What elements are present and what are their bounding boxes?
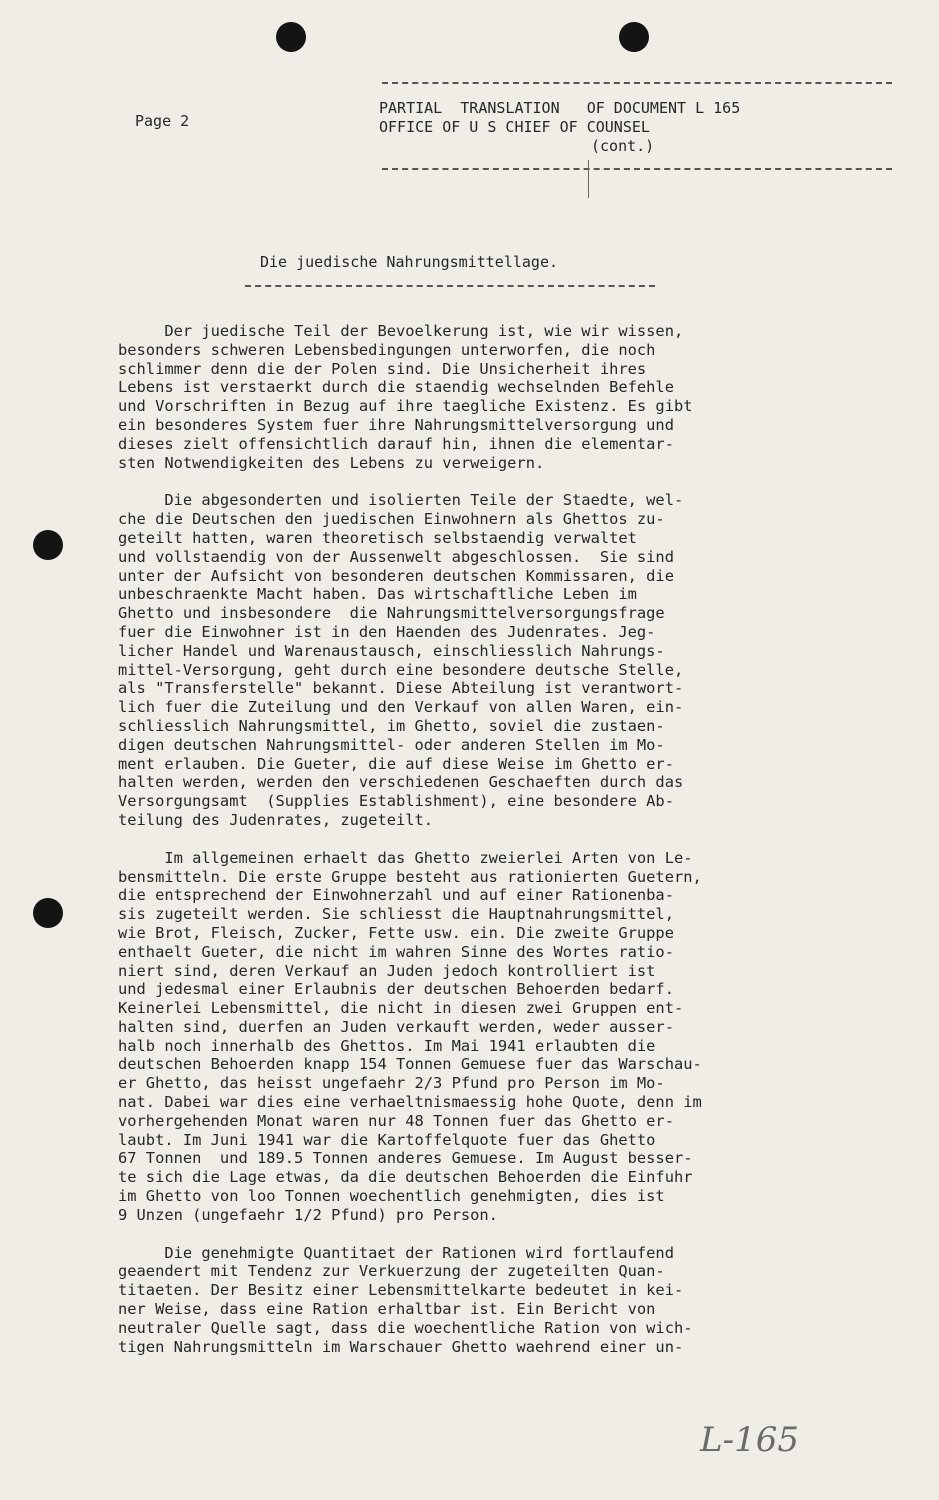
- text-line: Im allgemeinen erhaelt das Ghetto zweierlei Arten von Le-: [118, 848, 693, 867]
- text-line: Lebens ist verstaerkt durch die staendig wechselnden Befehle: [118, 378, 674, 397]
- text-line: schliesslich Nahrungsmittel, im Ghetto, soviel die zustaen-: [118, 716, 665, 735]
- text-line: nat. Dabei war dies eine verhaeltnismaessig hohe Quote, denn im: [118, 1093, 702, 1112]
- handwritten-document-number: L-165: [700, 1420, 799, 1460]
- paragraph: [118, 1244, 858, 1357]
- text-line: Die abgesonderten und isolierten Teile der Staedte, wel-: [118, 491, 684, 510]
- body-text: [118, 322, 858, 1375]
- text-line: sis zugeteilt werden. Sie schliesst die Hauptnahrungsmittel,: [118, 905, 674, 924]
- punch-hole-top: [619, 22, 649, 52]
- text-line: ein besonderes System fuer ihre Nahrungsmittelversorgung und: [118, 415, 674, 434]
- text-line: halten werden, werden den verschiedenen Geschaeften durch das: [118, 773, 684, 792]
- title-underline: [245, 285, 655, 287]
- text-line: sten Notwendigkeiten des Lebens zu verweigern.: [118, 453, 545, 472]
- page-number: Page 2: [135, 112, 190, 130]
- header-rule-bottom: [382, 168, 892, 170]
- text-line: halb noch innerhalb des Ghettos. Im Mai 1941 erlaubten die: [118, 1036, 656, 1055]
- text-line: unter der Aufsicht von besonderen deutschen Kommissaren, die: [118, 566, 674, 585]
- text-line: laubt. Im Juni 1941 war die Kartoffelquote fuer das Ghetto: [118, 1130, 656, 1149]
- text-line: bensmitteln. Die erste Gruppe besteht aus rationierten Guetern,: [118, 867, 702, 886]
- text-line: 67 Tonnen und 189.5 Tonnen anderes Gemuese. Im August besser-: [118, 1149, 693, 1168]
- text-line: ment erlauben. Die Gueter, die auf diese Weise im Ghetto er-: [118, 754, 674, 773]
- text-line: vorhergehenden Monat waren nur 48 Tonnen fuer das Ghetto er-: [118, 1111, 674, 1130]
- text-line: halten sind, duerfen an Juden verkauft werden, weder ausser-: [118, 1017, 674, 1036]
- text-line: dieses zielt offensichtlich darauf hin, ihnen die elementar-: [118, 434, 674, 453]
- header-line: (cont.): [591, 137, 655, 155]
- document-header: [379, 99, 740, 156]
- text-line: und vollstaendig von der Aussenwelt abgeschlossen. Sie sind: [118, 547, 674, 566]
- text-line: titaeten. Der Besitz einer Lebensmittelkarte bedeutet in kei-: [118, 1281, 684, 1300]
- text-line: niert sind, deren Verkauf an Juden jedoch kontrolliert ist: [118, 961, 656, 980]
- text-line: deutschen Behoerden knapp 154 Tonnen Gemuese fuer das Warschau-: [118, 1055, 702, 1074]
- text-line: geaendert mit Tendenz zur Verkuerzung der zugeteilten Quan-: [118, 1262, 665, 1281]
- text-line: er Ghetto, das heisst ungefaehr 2/3 Pfund pro Person im Mo-: [118, 1074, 665, 1093]
- text-line: Ghetto und insbesondere die Nahrungsmittelversorgungsfrage: [118, 604, 665, 623]
- text-line: che die Deutschen den juedischen Einwohnern als Ghettos zu-: [118, 510, 665, 529]
- text-line: als "Transferstelle" bekannt. Diese Abteilung ist verantwort-: [118, 679, 684, 698]
- header-rule-top: [382, 82, 892, 84]
- text-line: und Vorschriften in Bezug auf ihre taegliche Existenz. Es gibt: [118, 397, 693, 416]
- punch-hole-top: [276, 22, 306, 52]
- punch-hole-left: [33, 898, 63, 928]
- text-line: Keinerlei Lebensmittel, die nicht in diesen zwei Gruppen ent-: [118, 999, 684, 1018]
- punch-hole-left: [33, 530, 63, 560]
- text-line: tigen Nahrungsmitteln im Warschauer Ghetto waehrend einer un-: [118, 1337, 684, 1356]
- text-line: lich fuer die Zuteilung und den Verkauf von allen Waren, ein-: [118, 698, 684, 717]
- text-line: mittel-Versorgung, geht durch eine besondere deutsche Stelle,: [118, 660, 684, 679]
- text-line: unbeschraenkte Macht haben. Das wirtschaftliche Leben im: [118, 585, 637, 604]
- text-line: fuer die Einwohner ist in den Haenden des Judenrates. Jeg-: [118, 622, 656, 641]
- text-line: wie Brot, Fleisch, Zucker, Fette usw. ein. Die zweite Gruppe: [118, 923, 674, 942]
- text-line: im Ghetto von loo Tonnen woechentlich genehmigten, dies ist: [118, 1187, 665, 1206]
- header-line: OFFICE OF U S CHIEF OF COUNSEL: [379, 118, 650, 136]
- text-line: besonders schweren Lebensbedingungen unterworfen, die noch: [118, 340, 656, 359]
- paragraph: [118, 849, 858, 1225]
- text-line: schlimmer denn die der Polen sind. Die Unsicherheit ihres: [118, 359, 647, 378]
- text-line: 9 Unzen (ungefaehr 1/2 Pfund) pro Person.: [118, 1205, 498, 1224]
- text-line: enthaelt Gueter, die nicht im wahren Sinne des Wortes ratio-: [118, 942, 674, 961]
- paragraph: [118, 491, 858, 829]
- section-title: Die juedische Nahrungsmittellage.: [260, 253, 559, 271]
- text-line: teilung des Judenrates, zugeteilt.: [118, 810, 434, 829]
- text-line: Versorgungsamt (Supplies Establishment), eine besondere Ab-: [118, 792, 674, 811]
- text-line: digen deutschen Nahrungsmittel- oder anderen Stellen im Mo-: [118, 735, 665, 754]
- text-line: neutraler Quelle sagt, dass die woechentliche Ration von wich-: [118, 1318, 693, 1337]
- text-line: licher Handel und Warenaustausch, einschliesslich Nahrungs-: [118, 641, 665, 660]
- header-tick-mark: [588, 160, 589, 198]
- text-line: die entsprechend der Einwohnerzahl und auf einer Rationenba-: [118, 886, 674, 905]
- text-line: Der juedische Teil der Bevoelkerung ist, wie wir wissen,: [118, 322, 684, 340]
- text-line: und jedesmal einer Erlaubnis der deutschen Behoerden bedarf.: [118, 980, 674, 999]
- header-line: PARTIAL TRANSLATION OF DOCUMENT L 165: [379, 99, 741, 117]
- text-line: geteilt hatten, waren theoretisch selbstaendig verwaltet: [118, 528, 637, 547]
- text-line: Die genehmigte Quantitaet der Rationen wird fortlaufend: [118, 1243, 674, 1262]
- text-line: ner Weise, dass eine Ration erhaltbar ist. Ein Bericht von: [118, 1300, 656, 1319]
- paragraph: [118, 322, 858, 472]
- text-line: te sich die Lage etwas, da die deutschen Behoerden die Einfuhr: [118, 1168, 693, 1187]
